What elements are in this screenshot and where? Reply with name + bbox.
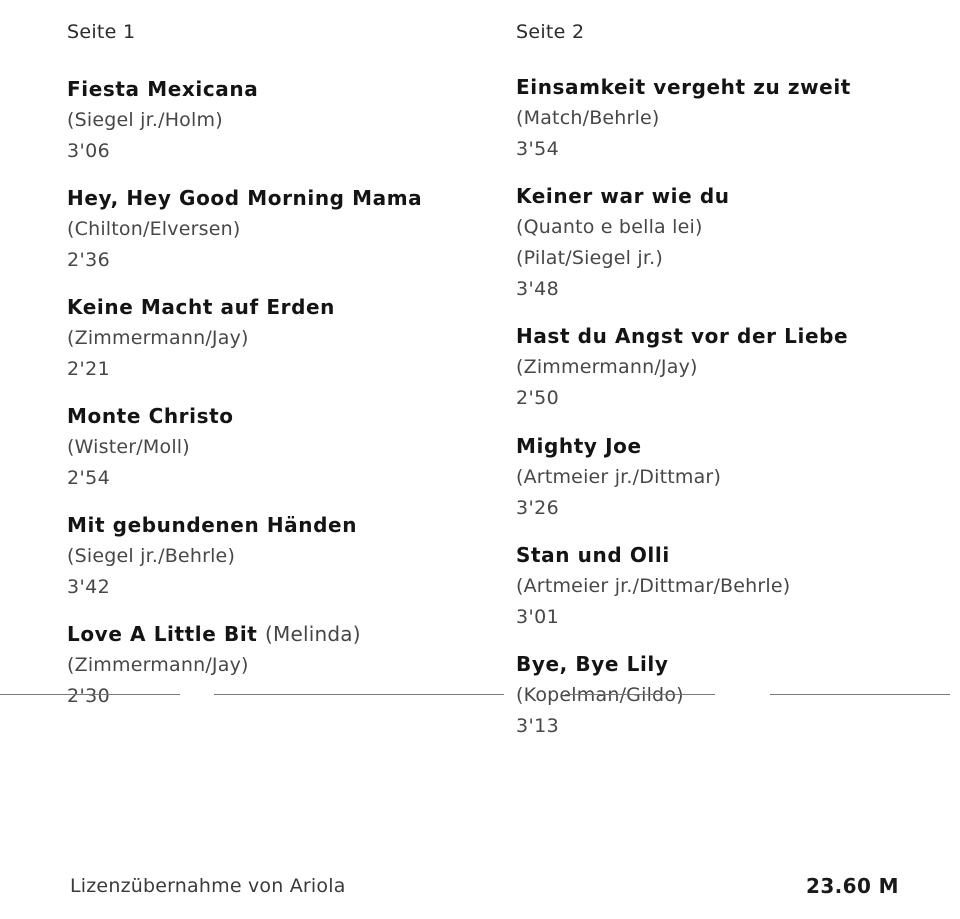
track-duration: 3'42 <box>67 576 111 598</box>
track-credit: (Pilat/Siegel jr.) <box>516 247 663 269</box>
track-credit: (Chilton/Elversen) <box>67 218 241 240</box>
track <box>67 183 422 276</box>
track-title: Einsamkeit vergeht zu zweit <box>516 75 851 99</box>
track-duration: 3'48 <box>516 278 560 300</box>
track <box>67 292 335 385</box>
track-title: Fiesta Mexicana <box>67 77 259 101</box>
track-title: Hast du Angst vor der Liebe <box>516 324 849 348</box>
side-1-label: Seite 1 <box>67 21 136 43</box>
track <box>516 72 851 165</box>
track-credit: (Siegel jr./Behrle) <box>67 545 236 567</box>
track <box>67 74 258 167</box>
track-credit: (Siegel jr./Holm) <box>67 109 223 131</box>
track-duration: 3'26 <box>516 497 560 519</box>
track-duration: 3'13 <box>516 715 560 737</box>
track <box>67 619 361 712</box>
track-credit: (Kopelman/Gildo) <box>516 684 684 706</box>
track <box>67 510 357 603</box>
track <box>516 649 684 742</box>
fold-line <box>770 694 950 695</box>
track <box>67 401 234 494</box>
track-duration: 2'30 <box>67 685 111 707</box>
track <box>516 431 721 524</box>
track-duration: 2'36 <box>67 249 111 271</box>
track <box>516 181 730 305</box>
track-credit: (Quanto e bella lei) <box>516 216 703 238</box>
track-credit: (Zimmermann/Jay) <box>67 327 249 349</box>
track-duration: 3'01 <box>516 606 560 628</box>
track <box>516 540 790 633</box>
track-credit: (Wister/Moll) <box>67 436 190 458</box>
track-subtitle: (Melinda) <box>265 622 361 646</box>
fold-line <box>565 694 715 695</box>
track-duration: 2'50 <box>516 387 560 409</box>
track-credit: (Zimmermann/Jay) <box>67 654 249 676</box>
track-title: Mit gebundenen Händen <box>67 513 358 537</box>
track-title: Monte Christo <box>67 404 234 428</box>
track-duration: 2'54 <box>67 467 111 489</box>
track-title: Keiner war wie du <box>516 184 730 208</box>
track-credit: (Artmeier jr./Dittmar) <box>516 466 722 488</box>
license-note: Lizenzübernahme von Ariola <box>70 875 346 897</box>
track-title: Hey, Hey Good Morning Mama <box>67 186 423 210</box>
fold-line <box>214 694 504 695</box>
fold-line <box>0 694 180 695</box>
track-credit: (Match/Behrle) <box>516 107 660 129</box>
track-title: Bye, Bye Lily <box>516 652 669 676</box>
track-title: Keine Macht auf Erden <box>67 295 335 319</box>
track-title: Stan und Olli <box>516 543 670 567</box>
price-label: 23.60 M <box>806 874 899 898</box>
track-title: Mighty Joe <box>516 434 642 458</box>
track <box>516 321 848 414</box>
side-2-label: Seite 2 <box>516 21 585 43</box>
track-credit: (Zimmermann/Jay) <box>516 356 698 378</box>
track-title: Love A Little Bit <box>67 622 258 646</box>
track-duration: 3'06 <box>67 140 111 162</box>
track-duration: 2'21 <box>67 358 111 380</box>
track-duration: 3'54 <box>516 138 560 160</box>
track-credit: (Artmeier jr./Dittmar/Behrle) <box>516 575 791 597</box>
